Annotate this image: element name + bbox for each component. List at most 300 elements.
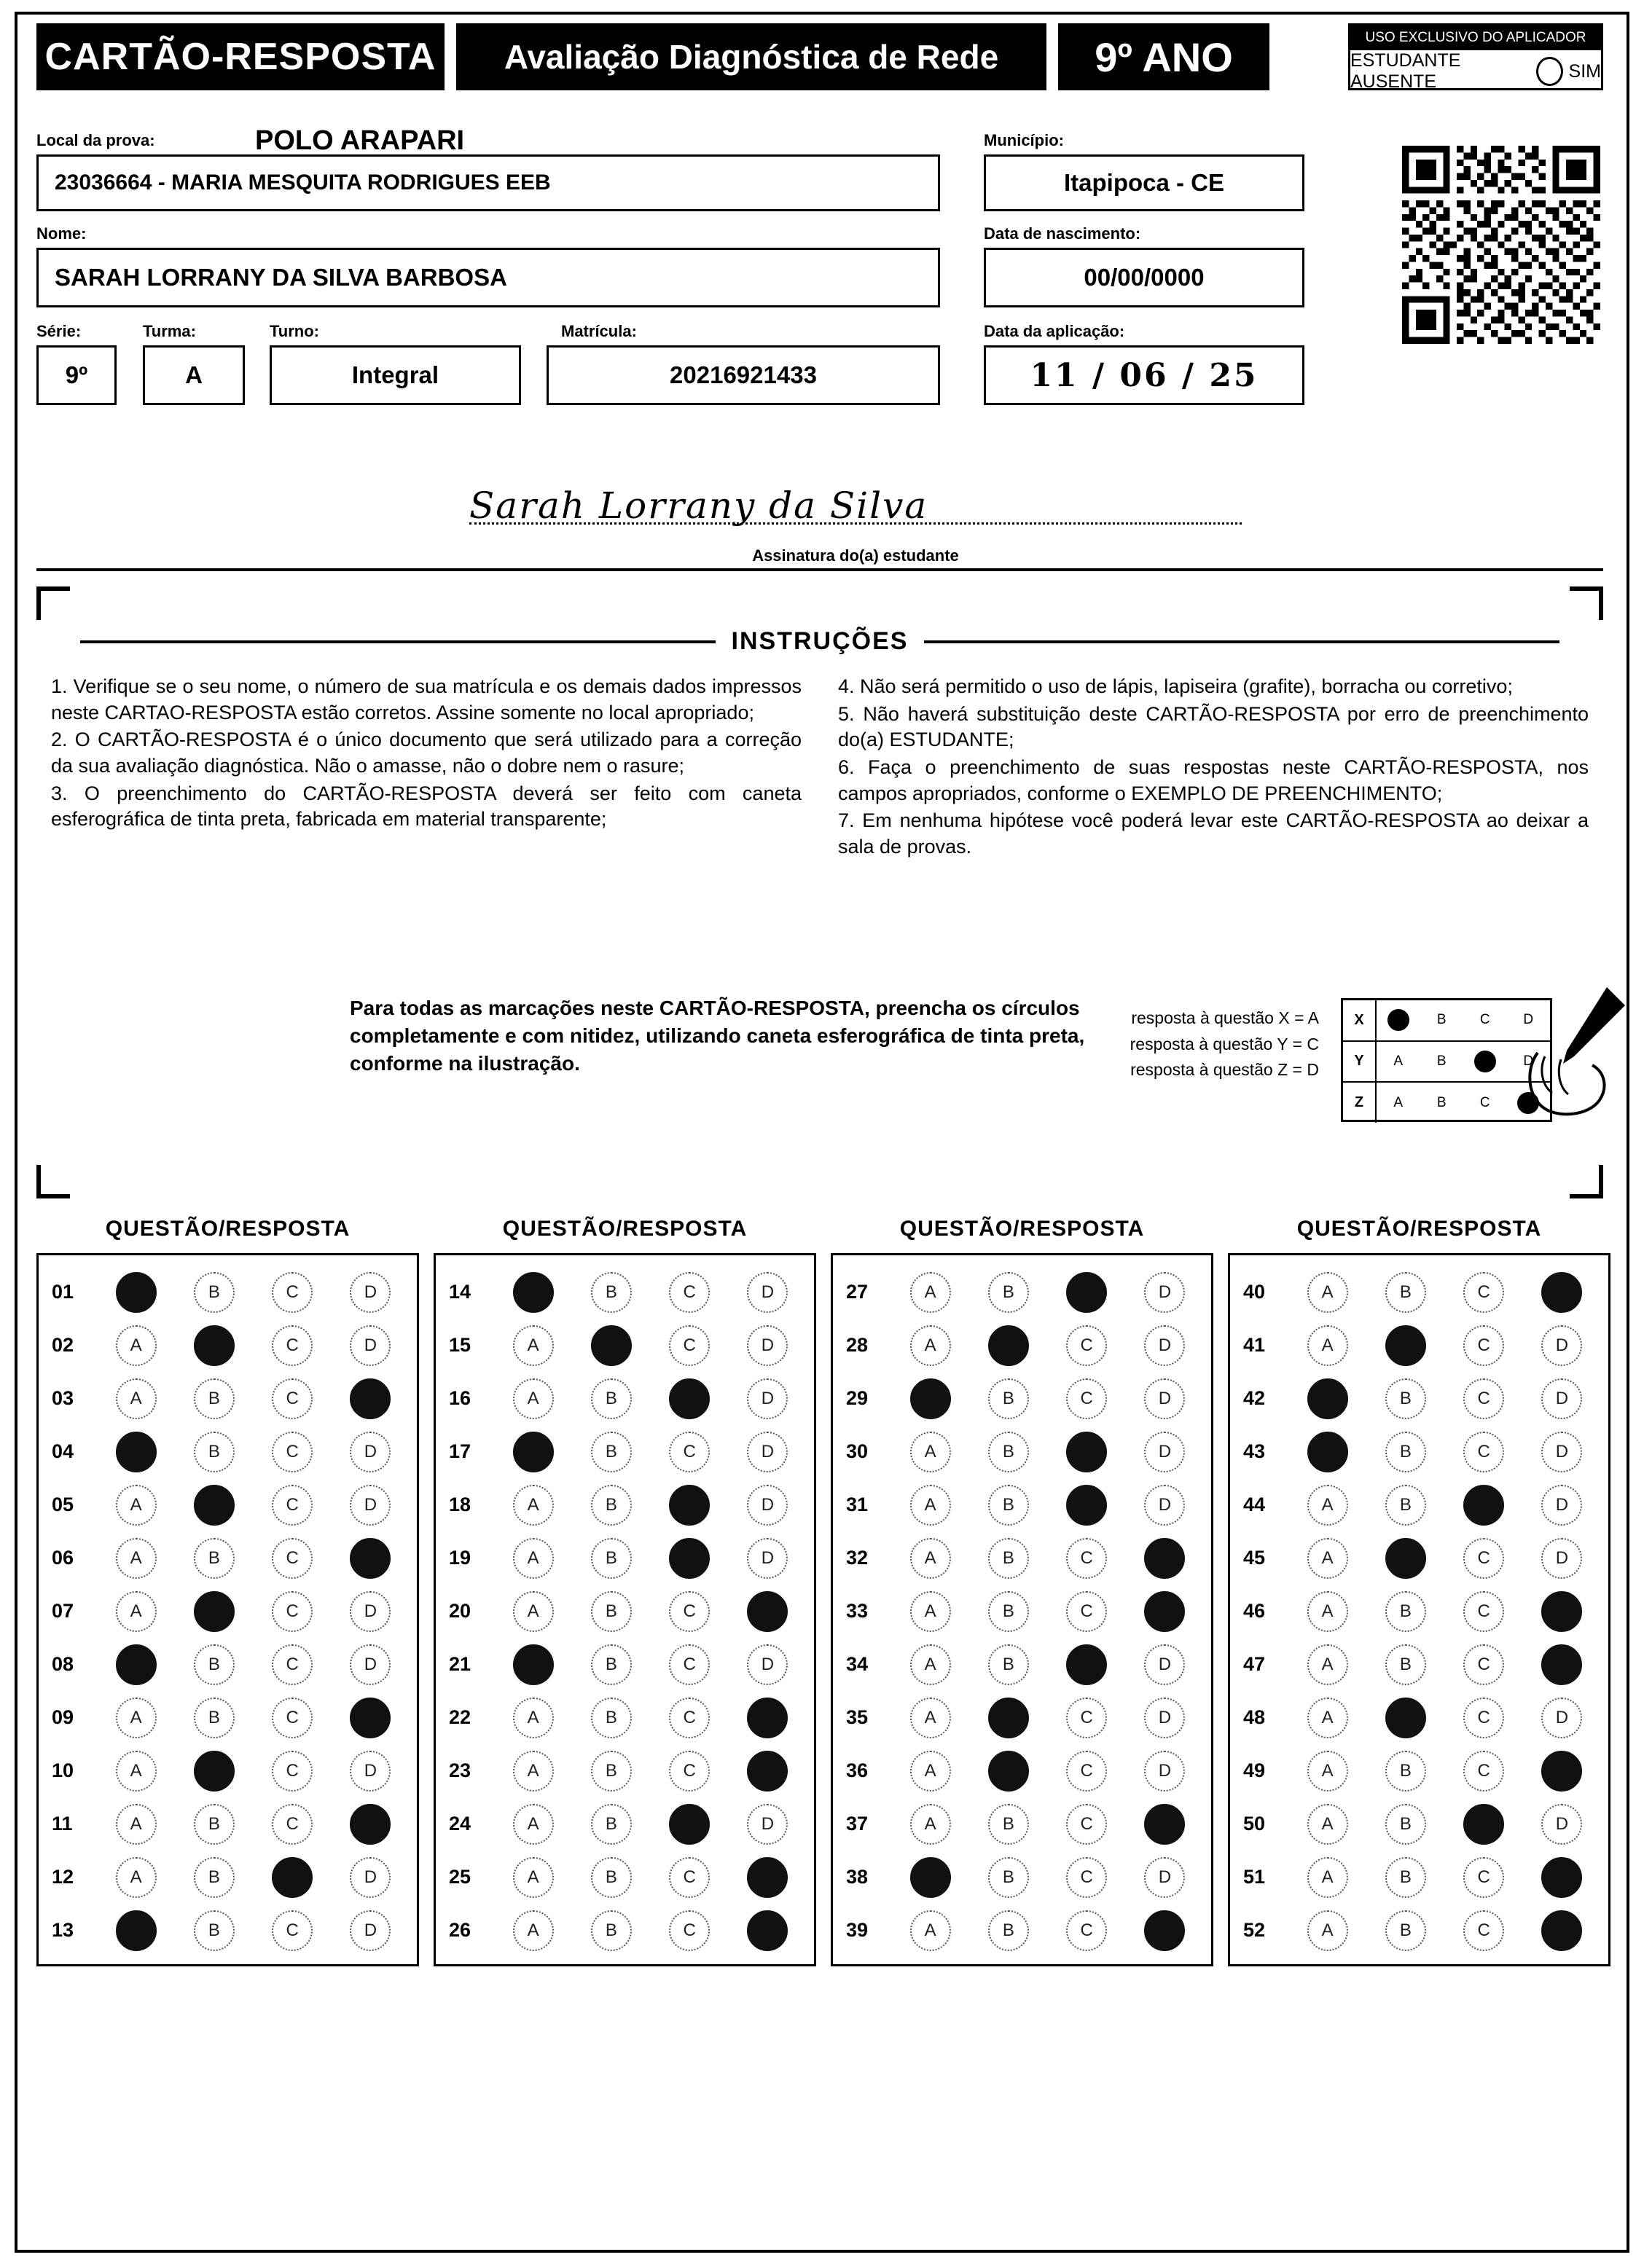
answer-row (840, 1638, 1204, 1691)
question-number: 51 (1243, 1866, 1266, 1888)
answer-bubble-a[interactable]: A (116, 1857, 157, 1898)
answer-bubble-a[interactable] (116, 1644, 157, 1685)
answer-bubble-b[interactable]: B (591, 1857, 632, 1898)
answer-bubble-a[interactable]: A (513, 1804, 554, 1845)
question-number: 20 (449, 1600, 471, 1622)
answer-column (36, 1217, 419, 1966)
question-number: 33 (846, 1600, 869, 1622)
answer-bubble-d[interactable] (350, 1538, 391, 1579)
question-number: 41 (1243, 1334, 1266, 1356)
answer-bubble-d[interactable] (747, 1910, 788, 1951)
question-number: 30 (846, 1440, 869, 1462)
answer-bubble-d[interactable]: D (1144, 1857, 1185, 1898)
example-legend-line: resposta à questão X = A (1131, 1008, 1319, 1027)
answer-bubble-b[interactable] (591, 1325, 632, 1366)
answer-bubble-c[interactable]: C (272, 1698, 313, 1738)
hand-pen-icon (1523, 984, 1632, 1122)
answer-bubble-c[interactable]: C (272, 1325, 313, 1366)
answer-row (443, 1691, 807, 1744)
answer-bubble-a[interactable]: A (1307, 1804, 1348, 1845)
answer-row (46, 1531, 410, 1585)
answer-bubble-b[interactable]: B (591, 1272, 632, 1313)
answer-bubble-a[interactable] (513, 1432, 554, 1472)
option-group (891, 1485, 1204, 1526)
answer-bubble-a[interactable]: A (1307, 1485, 1348, 1526)
answer-bubble-d[interactable]: D (1541, 1432, 1582, 1472)
corner-mark-top-left (36, 586, 70, 620)
answer-bubble-a[interactable]: A (910, 1910, 951, 1951)
local-label: Local da prova: (36, 131, 155, 149)
answer-bubble-a[interactable]: A (910, 1644, 951, 1685)
answer-bubble-d[interactable]: D (350, 1325, 391, 1366)
answer-bubble-b[interactable]: B (591, 1378, 632, 1419)
applicator-box-title: USO EXCLUSIVO DO APLICADOR (1350, 25, 1601, 50)
answer-bubble-d[interactable]: D (1541, 1325, 1582, 1366)
answer-bubble-c[interactable]: C (1066, 1538, 1107, 1579)
answer-bubble-c[interactable]: C (1463, 1432, 1504, 1472)
answer-bubble-d[interactable] (1541, 1272, 1582, 1313)
example-row-key: X (1343, 1000, 1377, 1040)
option-group (891, 1325, 1204, 1366)
answer-bubble-b[interactable]: B (194, 1804, 235, 1845)
answer-bubble-c[interactable]: C (1463, 1325, 1504, 1366)
answer-bubble-c[interactable]: C (1463, 1538, 1504, 1579)
answer-bubble-c[interactable]: C (1463, 1910, 1504, 1951)
answer-bubble-a[interactable]: A (910, 1698, 951, 1738)
answer-bubble-c[interactable]: C (1066, 1325, 1107, 1366)
answer-box (1228, 1253, 1610, 1966)
answer-bubble-c[interactable]: C (669, 1857, 710, 1898)
absent-bubble-icon[interactable] (1536, 57, 1563, 86)
answer-bubble-b[interactable]: B (1385, 1644, 1426, 1685)
answer-bubble-c[interactable]: C (669, 1910, 710, 1951)
option-group (97, 1751, 410, 1792)
answer-bubble-b[interactable] (1385, 1325, 1426, 1366)
answer-bubble-a[interactable]: A (513, 1910, 554, 1951)
example-option: D (1523, 1053, 1534, 1069)
answer-bubble-d[interactable]: D (1144, 1698, 1185, 1738)
question-number: 29 (846, 1387, 869, 1409)
answer-bubble-b[interactable]: B (988, 1378, 1029, 1419)
answer-bubble-b[interactable]: B (988, 1591, 1029, 1632)
answer-bubble-b[interactable] (194, 1485, 235, 1526)
answer-bubble-d[interactable]: D (747, 1485, 788, 1526)
answer-bubble-a[interactable]: A (1307, 1857, 1348, 1898)
answer-bubble-d[interactable]: D (1144, 1485, 1185, 1526)
answer-bubble-a[interactable]: A (116, 1378, 157, 1419)
answer-bubble-a[interactable] (1307, 1432, 1348, 1472)
answer-column-header: QUESTÃO/RESPOSTA (899, 1217, 1145, 1241)
answer-bubble-d[interactable]: D (1144, 1644, 1185, 1685)
answer-bubble-c[interactable]: C (1463, 1272, 1504, 1313)
answer-bubble-d[interactable]: D (1144, 1272, 1185, 1313)
answer-bubble-d[interactable] (1144, 1804, 1185, 1845)
answer-bubble-c[interactable]: C (272, 1485, 313, 1526)
answer-bubble-c[interactable]: C (1066, 1698, 1107, 1738)
answer-bubble-b[interactable] (988, 1698, 1029, 1738)
option-group (1288, 1857, 1601, 1898)
answer-bubble-d[interactable]: D (747, 1325, 788, 1366)
answer-bubble-b[interactable]: B (591, 1751, 632, 1792)
answer-row (840, 1691, 1204, 1744)
signature-field[interactable] (469, 484, 1242, 535)
answer-bubble-c[interactable]: C (272, 1378, 313, 1419)
answer-bubble-a[interactable]: A (910, 1538, 951, 1579)
answer-bubble-d[interactable]: D (350, 1910, 391, 1951)
answer-bubble-d[interactable] (747, 1698, 788, 1738)
answer-bubble-c[interactable]: C (1463, 1751, 1504, 1792)
answer-bubble-c[interactable]: C (272, 1751, 313, 1792)
answer-bubble-a[interactable]: A (1307, 1272, 1348, 1313)
option-group (1288, 1272, 1601, 1313)
answer-row (1237, 1319, 1601, 1372)
answer-bubble-b[interactable] (194, 1591, 235, 1632)
answer-bubble-c[interactable]: C (669, 1698, 710, 1738)
answer-bubble-b[interactable]: B (1385, 1591, 1426, 1632)
answer-bubble-a[interactable]: A (513, 1538, 554, 1579)
option-group (891, 1804, 1204, 1845)
answer-bubble-d[interactable] (747, 1857, 788, 1898)
answer-bubble-c[interactable] (1463, 1485, 1504, 1526)
answer-bubble-a[interactable]: A (513, 1325, 554, 1366)
answer-bubble-a[interactable]: A (910, 1751, 951, 1792)
question-number: 34 (846, 1653, 869, 1675)
answer-bubble-b[interactable]: B (1385, 1751, 1426, 1792)
answer-bubble-a[interactable] (116, 1910, 157, 1951)
question-number: 21 (449, 1653, 471, 1675)
answers-section (36, 1217, 1603, 2208)
answer-bubble-d[interactable]: D (1144, 1751, 1185, 1792)
answer-bubble-d[interactable]: D (350, 1644, 391, 1685)
answer-bubble-d[interactable]: D (747, 1538, 788, 1579)
answer-bubble-b[interactable]: B (194, 1910, 235, 1951)
answer-bubble-d[interactable] (1541, 1751, 1582, 1792)
option-group (97, 1538, 410, 1579)
answer-row (443, 1851, 807, 1904)
answer-bubble-a[interactable]: A (1307, 1644, 1348, 1685)
answer-bubble-d[interactable]: D (747, 1804, 788, 1845)
answer-bubble-c[interactable] (669, 1485, 710, 1526)
answer-bubble-a[interactable]: A (910, 1325, 951, 1366)
answer-bubble-c[interactable]: C (272, 1591, 313, 1632)
answer-bubble-c[interactable]: C (1066, 1751, 1107, 1792)
example-option: C (1479, 1012, 1490, 1028)
answer-bubble-d[interactable]: D (1144, 1325, 1185, 1366)
answer-bubble-b[interactable]: B (591, 1910, 632, 1951)
example-option (1463, 1051, 1507, 1072)
answer-bubble-d[interactable] (1541, 1591, 1582, 1632)
instruction-item: 2. O CARTÃO-RESPOSTA é o único documento que será utilizado para a correção da sua avaliação diagnóstica. Não o amasse, não o dobre nem o rasure; (51, 729, 802, 777)
divider (36, 568, 1603, 571)
answer-row (443, 1531, 807, 1585)
answer-bubble-c[interactable] (1066, 1432, 1107, 1472)
answer-bubble-a[interactable]: A (1307, 1591, 1348, 1632)
option-group (494, 1698, 807, 1738)
answer-bubble-b[interactable] (1385, 1698, 1426, 1738)
answer-bubble-d[interactable]: D (1541, 1804, 1582, 1845)
answer-bubble-a[interactable]: A (116, 1325, 157, 1366)
applicator-box (1348, 23, 1603, 90)
answer-bubble-c[interactable]: C (1066, 1804, 1107, 1845)
question-number: 23 (449, 1759, 471, 1781)
answer-bubble-b[interactable]: B (591, 1538, 632, 1579)
question-number: 15 (449, 1334, 471, 1356)
example-option: A (1393, 1053, 1404, 1069)
qr-code (1402, 146, 1600, 344)
answer-row (840, 1372, 1204, 1425)
answer-bubble-d[interactable] (1144, 1591, 1185, 1632)
answer-bubble-c[interactable]: C (1463, 1698, 1504, 1738)
question-number: 03 (52, 1387, 74, 1409)
answer-bubble-a[interactable] (1307, 1378, 1348, 1419)
turma-field: A (143, 345, 245, 405)
answer-bubble-b[interactable]: B (1385, 1378, 1426, 1419)
answer-bubble-a[interactable] (513, 1272, 554, 1313)
answer-bubble-b[interactable]: B (591, 1485, 632, 1526)
answer-bubble-c[interactable] (1066, 1272, 1107, 1313)
answer-bubble-c[interactable]: C (669, 1751, 710, 1792)
answer-bubble-c[interactable]: C (1066, 1910, 1107, 1951)
answer-bubble-c[interactable]: C (669, 1644, 710, 1685)
answer-row (46, 1744, 410, 1797)
answer-bubble-b[interactable] (988, 1751, 1029, 1792)
school-field: 23036664 - MARIA MESQUITA RODRIGUES EEB (36, 154, 940, 211)
answer-bubble-c[interactable]: C (272, 1910, 313, 1951)
answer-bubble-d[interactable]: D (350, 1272, 391, 1313)
answer-bubble-b[interactable]: B (1385, 1432, 1426, 1472)
answer-bubble-d[interactable]: D (1144, 1432, 1185, 1472)
answer-bubble-d[interactable]: D (747, 1272, 788, 1313)
answer-row (443, 1638, 807, 1691)
answer-bubble-d[interactable] (747, 1591, 788, 1632)
question-number: 11 (52, 1813, 73, 1835)
answer-row (840, 1851, 1204, 1904)
answer-bubble-c[interactable]: C (1463, 1378, 1504, 1419)
answer-bubble-d[interactable]: D (350, 1751, 391, 1792)
answer-bubble-d[interactable] (350, 1804, 391, 1845)
answer-bubble-b[interactable]: B (591, 1644, 632, 1685)
instruction-item: 3. O preenchimento do CARTÃO-RESPOSTA deverá ser feito com caneta esferográfica de tinta preta, fabricada em material transparente; (51, 782, 802, 831)
answer-bubble-a[interactable]: A (513, 1591, 554, 1632)
answer-bubble-d[interactable]: D (747, 1378, 788, 1419)
answer-bubble-d[interactable] (1541, 1910, 1582, 1951)
answer-bubble-d[interactable]: D (1541, 1538, 1582, 1579)
answer-bubble-b[interactable]: B (988, 1644, 1029, 1685)
question-number: 01 (52, 1281, 74, 1303)
answer-bubble-c[interactable]: C (272, 1644, 313, 1685)
answer-bubble-d[interactable]: D (747, 1432, 788, 1472)
answer-bubble-d[interactable]: D (350, 1485, 391, 1526)
answer-bubble-d[interactable] (1144, 1538, 1185, 1579)
option-group (97, 1910, 410, 1951)
option-group (1288, 1698, 1601, 1738)
filling-note: Para todas as marcações neste CARTÃO-RESPOSTA, preencha os círculos completamente e com nitidez, utilizando caneta esferográfica de tinta preta, conforme na ilustração. (350, 997, 1085, 1075)
answer-row (1237, 1372, 1601, 1425)
answer-bubble-d[interactable]: D (747, 1644, 788, 1685)
answer-bubble-c[interactable]: C (1463, 1857, 1504, 1898)
answer-bubble-c[interactable] (1066, 1485, 1107, 1526)
question-number: 32 (846, 1547, 869, 1569)
answer-bubble-a[interactable]: A (910, 1272, 951, 1313)
answer-row (46, 1851, 410, 1904)
answer-bubble-d[interactable] (1541, 1644, 1582, 1685)
application-date-field: 11 / 06 / 25 (984, 345, 1304, 405)
answer-bubble-a[interactable]: A (513, 1378, 554, 1419)
answer-bubble-a[interactable] (116, 1272, 157, 1313)
answer-bubble-b[interactable]: B (194, 1857, 235, 1898)
answer-bubble-a[interactable]: A (116, 1538, 157, 1579)
instruction-item: 7. Em nenhuma hipótese você poderá levar este CARTÃO-RESPOSTA ao deixar a sala de provas. (838, 809, 1589, 858)
answer-bubble-a[interactable]: A (1307, 1751, 1348, 1792)
answer-bubble-d[interactable]: D (350, 1591, 391, 1632)
answer-bubble-a[interactable] (116, 1432, 157, 1472)
answer-row (443, 1585, 807, 1638)
answer-bubble-a[interactable]: A (910, 1591, 951, 1632)
option-group (97, 1591, 410, 1632)
answer-bubble-c[interactable]: C (1463, 1644, 1504, 1685)
answer-bubble-a[interactable]: A (116, 1804, 157, 1845)
answer-bubble-a[interactable]: A (513, 1857, 554, 1898)
answer-bubble-c[interactable]: C (272, 1432, 313, 1472)
answer-bubble-b[interactable]: B (591, 1698, 632, 1738)
question-number: 46 (1243, 1600, 1266, 1622)
answer-bubble-c[interactable]: C (669, 1591, 710, 1632)
answer-bubble-b[interactable]: B (1385, 1910, 1426, 1951)
header (36, 23, 1603, 102)
answer-bubble-d[interactable] (1144, 1910, 1185, 1951)
example-legend-line: resposta à questão Y = C (1130, 1034, 1319, 1053)
answer-bubble-b[interactable]: B (194, 1644, 235, 1685)
answer-bubble-b[interactable]: B (988, 1272, 1029, 1313)
answer-bubble-b[interactable]: B (988, 1432, 1029, 1472)
instructions-title: INSTRUÇÕES (731, 627, 909, 655)
answer-bubble-a[interactable]: A (116, 1485, 157, 1526)
answer-bubble-c[interactable] (1463, 1804, 1504, 1845)
answer-bubble-d[interactable]: D (350, 1432, 391, 1472)
answer-bubble-b[interactable] (988, 1325, 1029, 1366)
answer-bubble-d[interactable]: D (1541, 1698, 1582, 1738)
answer-bubble-a[interactable]: A (1307, 1325, 1348, 1366)
answer-bubble-b[interactable] (1385, 1538, 1426, 1579)
answer-bubble-c[interactable]: C (272, 1538, 313, 1579)
answer-bubble-c[interactable]: C (272, 1804, 313, 1845)
answer-bubble-b[interactable]: B (988, 1910, 1029, 1951)
answer-bubble-c[interactable] (669, 1378, 710, 1419)
answer-bubble-c[interactable]: C (669, 1432, 710, 1472)
answer-bubble-d[interactable]: D (1144, 1378, 1185, 1419)
municipio-field: Itapipoca - CE (984, 154, 1304, 211)
option-group (891, 1538, 1204, 1579)
answer-bubble-b[interactable]: B (194, 1432, 235, 1472)
answer-bubble-c[interactable] (1066, 1644, 1107, 1685)
answer-bubble-b[interactable]: B (194, 1272, 235, 1313)
answer-bubble-a[interactable]: A (1307, 1910, 1348, 1951)
exam-subtitle: Avaliação Diagnóstica de Rede (456, 23, 1046, 90)
answer-bubble-c[interactable]: C (272, 1272, 313, 1313)
option-group (891, 1378, 1204, 1419)
answer-bubble-d[interactable] (747, 1751, 788, 1792)
answer-bubble-a[interactable]: A (116, 1698, 157, 1738)
answer-bubble-b[interactable]: B (591, 1432, 632, 1472)
answer-bubble-b[interactable]: B (988, 1804, 1029, 1845)
answer-bubble-d[interactable]: D (1541, 1485, 1582, 1526)
answer-bubble-b[interactable]: B (591, 1804, 632, 1845)
answer-bubble-c[interactable] (272, 1857, 313, 1898)
bubble-filled-icon (1474, 1051, 1496, 1072)
example-grid (1341, 998, 1552, 1122)
answer-bubble-b[interactable]: B (1385, 1272, 1426, 1313)
answer-bubble-a[interactable]: A (116, 1751, 157, 1792)
question-number: 48 (1243, 1706, 1266, 1728)
question-number: 12 (52, 1866, 74, 1888)
answer-bubble-a[interactable]: A (116, 1591, 157, 1632)
answer-bubble-b[interactable]: B (1385, 1857, 1426, 1898)
answer-bubble-a[interactable]: A (513, 1485, 554, 1526)
answer-bubble-b[interactable] (194, 1751, 235, 1792)
answer-bubble-c[interactable]: C (1066, 1591, 1107, 1632)
answer-bubble-c[interactable]: C (1463, 1591, 1504, 1632)
answer-bubble-b[interactable]: B (194, 1538, 235, 1579)
answer-bubble-b[interactable]: B (1385, 1485, 1426, 1526)
answer-bubble-b[interactable]: B (194, 1698, 235, 1738)
absent-checkbox-row[interactable] (1350, 52, 1601, 91)
option-group (1288, 1378, 1601, 1419)
answer-bubble-b[interactable]: B (988, 1538, 1029, 1579)
answer-bubble-b[interactable]: B (988, 1485, 1029, 1526)
answer-bubble-d[interactable]: D (1541, 1378, 1582, 1419)
answer-bubble-b[interactable]: B (1385, 1804, 1426, 1845)
example-option: D (1523, 1012, 1534, 1028)
answer-bubble-b[interactable]: B (194, 1378, 235, 1419)
question-number: 18 (449, 1494, 471, 1515)
answer-bubble-a[interactable]: A (910, 1485, 951, 1526)
answer-bubble-d[interactable] (350, 1378, 391, 1419)
question-number: 40 (1243, 1281, 1266, 1303)
answer-bubble-c[interactable]: C (1066, 1857, 1107, 1898)
serie-label: Série: (36, 322, 82, 340)
answer-bubble-a[interactable]: A (1307, 1698, 1348, 1738)
answer-bubble-a[interactable]: A (910, 1804, 951, 1845)
answer-bubble-c[interactable] (669, 1804, 710, 1845)
answer-bubble-a[interactable] (910, 1378, 951, 1419)
example-row (1343, 1042, 1550, 1083)
answer-box (434, 1253, 816, 1966)
answer-bubble-d[interactable] (350, 1698, 391, 1738)
answer-bubble-c[interactable]: C (1066, 1378, 1107, 1419)
answer-bubble-c[interactable] (669, 1538, 710, 1579)
answer-bubble-b[interactable]: B (591, 1591, 632, 1632)
answer-bubble-a[interactable] (513, 1644, 554, 1685)
answer-row (840, 1478, 1204, 1531)
answer-bubble-b[interactable] (194, 1325, 235, 1366)
answer-bubble-a[interactable] (910, 1857, 951, 1898)
example-row-key: Y (1343, 1042, 1377, 1082)
answer-bubble-a[interactable]: A (513, 1751, 554, 1792)
answer-bubble-d[interactable]: D (350, 1857, 391, 1898)
question-number: 39 (846, 1919, 869, 1941)
answer-bubble-d[interactable] (1541, 1857, 1582, 1898)
answer-row (46, 1904, 410, 1957)
question-number: 47 (1243, 1653, 1266, 1675)
answer-bubble-a[interactable]: A (1307, 1538, 1348, 1579)
answer-bubble-a[interactable]: A (910, 1432, 951, 1472)
answer-row (1237, 1585, 1601, 1638)
answer-bubble-a[interactable]: A (513, 1698, 554, 1738)
answer-row (46, 1425, 410, 1478)
answer-bubble-c[interactable]: C (669, 1325, 710, 1366)
answer-bubble-b[interactable]: B (988, 1857, 1029, 1898)
answer-bubble-c[interactable]: C (669, 1272, 710, 1313)
